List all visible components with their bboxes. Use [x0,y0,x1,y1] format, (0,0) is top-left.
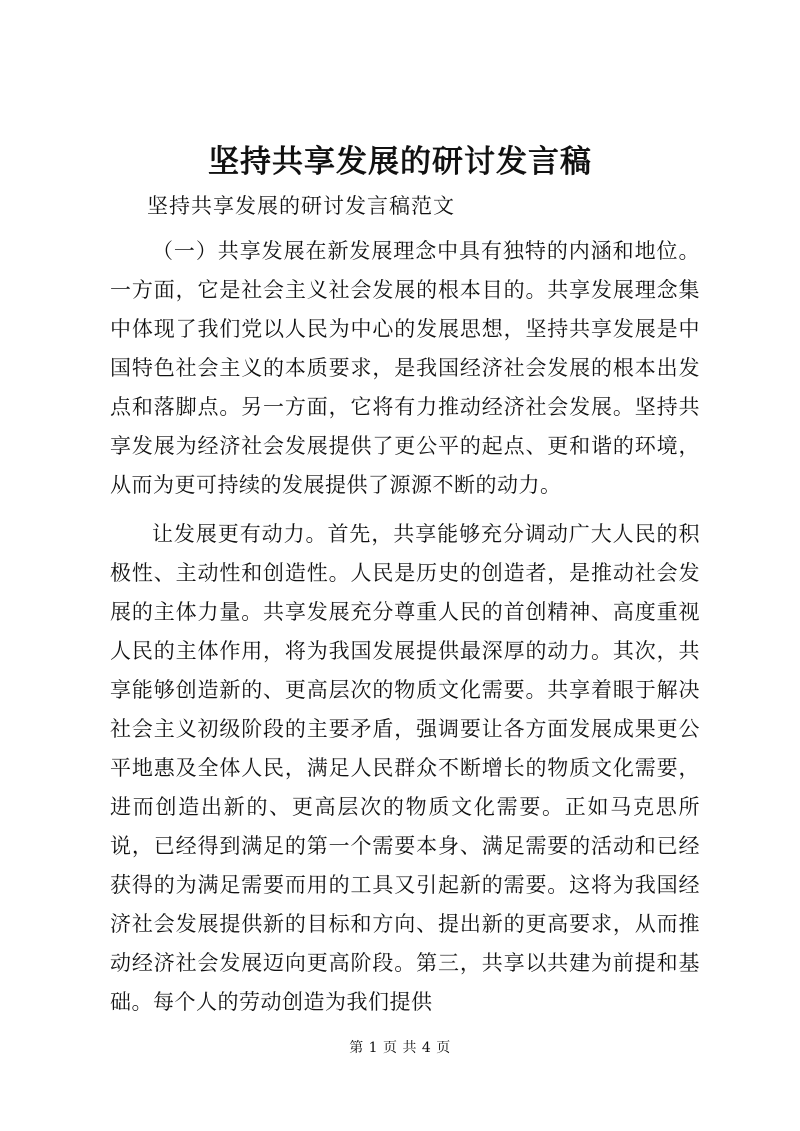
paragraph: （一）共享发展在新发展理念中具有独特的内涵和地位。一方面，它是社会主义社会发展的根本目的。共享发展理念集中体现了我们党以人民为中心的发展思想，坚持共享发展是中国特色社会主义的本质要求，是我国经济社会发展的根本出发点和落脚点。另一方面，它将有力推动经济社会发展。坚持共享发展为经济社会发展提供了更公平的起点、更和谐的环境，从而为更可持续的发展提供了源源不断的动力。 [110,239,700,497]
paragraph: 让发展更有动力。首先，共享能够充分调动广大人民的积极性、主动性和创造性。人民是历史的创造者，是推动社会发展的主体力量。共享发展充分尊重人民的首创精神、高度重视人民的主体作用，将为我国发展提供最深厚的动力。其次，共享能够创造新的、更高层次的物质文化需要。共享着眼于解决社会主义初级阶段的主要矛盾，强调要让各方面发展成果更公平地惠及全体人民，满足人民群众不断增长的物质文化需要，进而创造出新的、更高层次的物质文化需要。正如马克思所说，已经得到满足的第一个需要本身、满足需要的活动和已经获得的为满足需要而用的工具又引起新的需要。这将为我国经济社会发展提供新的目标和方向、提出新的更高要求，从而推动经济社会发展迈向更高阶段。第三，共享以共建为前提和基础。每个人的劳动创造为我们提供 [110,522,700,1014]
page-footer: 第 1 页 共 4 页 [349,1040,451,1056]
document-body [110,232,700,1022]
document-title: 坚持共享发展的研讨发言稿 [208,144,592,180]
document-subtitle: 坚持共享发展的研讨发言稿范文 [147,194,455,218]
